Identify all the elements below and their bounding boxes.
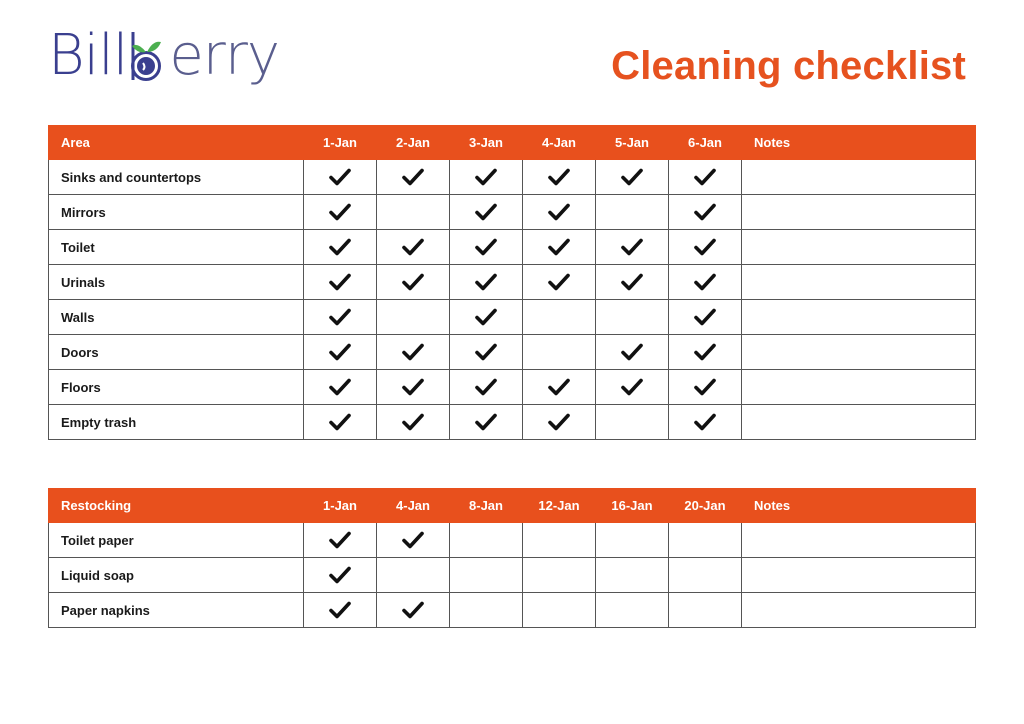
checkmark-icon — [475, 168, 497, 183]
check-cell[interactable] — [450, 523, 523, 558]
check-cell[interactable] — [669, 370, 742, 405]
checkmark-icon — [329, 168, 351, 183]
check-cell[interactable] — [450, 335, 523, 370]
cleaning-body — [49, 160, 976, 440]
restocking-header-0: Restocking — [49, 489, 304, 523]
table-row — [49, 300, 976, 335]
check-cell[interactable] — [377, 405, 450, 440]
checkmark-icon — [548, 273, 570, 288]
checkmark-icon — [402, 413, 424, 428]
checkmark-icon — [694, 273, 716, 288]
checkmark-icon — [621, 238, 643, 253]
check-cell[interactable] — [596, 405, 669, 440]
logo-berry-b-icon — [128, 26, 168, 84]
notes-cell[interactable] — [742, 160, 976, 195]
table-row — [49, 195, 976, 230]
checkmark-icon — [329, 378, 351, 393]
checkmark-icon — [694, 203, 716, 218]
check-cell[interactable] — [669, 300, 742, 335]
notes-cell[interactable] — [742, 558, 976, 593]
check-cell[interactable] — [669, 160, 742, 195]
restocking-header-6: 20-Jan — [669, 489, 742, 523]
check-cell[interactable] — [596, 523, 669, 558]
cleaning-table — [48, 125, 976, 440]
checkmark-icon — [329, 601, 351, 616]
checkmark-icon — [475, 343, 497, 358]
cleaning-header-2: 2-Jan — [377, 126, 450, 160]
check-cell[interactable] — [669, 523, 742, 558]
table-row — [49, 265, 976, 300]
check-cell[interactable] — [450, 160, 523, 195]
check-cell[interactable] — [523, 593, 596, 628]
check-cell[interactable] — [377, 195, 450, 230]
restocking-header-3: 8-Jan — [450, 489, 523, 523]
notes-cell[interactable] — [742, 230, 976, 265]
check-cell[interactable] — [596, 335, 669, 370]
checkmark-icon — [329, 566, 351, 581]
table-row — [49, 558, 976, 593]
check-cell[interactable] — [523, 160, 596, 195]
notes-cell[interactable] — [742, 593, 976, 628]
check-cell[interactable] — [669, 230, 742, 265]
row-label: Urinals — [49, 265, 304, 300]
checkmark-icon — [329, 203, 351, 218]
table-row — [49, 160, 976, 195]
check-cell[interactable] — [669, 593, 742, 628]
notes-cell[interactable] — [742, 335, 976, 370]
check-cell[interactable] — [304, 160, 377, 195]
row-label: Mirrors — [49, 195, 304, 230]
check-cell[interactable] — [596, 593, 669, 628]
check-cell[interactable] — [304, 405, 377, 440]
check-cell[interactable] — [377, 230, 450, 265]
checkmark-icon — [402, 238, 424, 253]
checkmark-icon — [475, 378, 497, 393]
cleaning-header-row — [49, 126, 976, 160]
checkmark-icon — [402, 168, 424, 183]
check-cell[interactable] — [304, 230, 377, 265]
table-row — [49, 370, 976, 405]
checkmark-icon — [548, 168, 570, 183]
logo-text-start: Bill — [48, 23, 128, 88]
check-cell[interactable] — [669, 335, 742, 370]
check-cell[interactable] — [596, 558, 669, 593]
restocking-header-7: Notes — [742, 489, 976, 523]
check-cell[interactable] — [450, 230, 523, 265]
check-cell[interactable] — [523, 370, 596, 405]
checkmark-icon — [329, 413, 351, 428]
check-cell[interactable] — [377, 265, 450, 300]
check-cell[interactable] — [304, 370, 377, 405]
cleaning-header-3: 3-Jan — [450, 126, 523, 160]
cleaning-header-5: 5-Jan — [596, 126, 669, 160]
check-cell[interactable] — [377, 523, 450, 558]
check-cell[interactable] — [523, 558, 596, 593]
check-cell[interactable] — [669, 195, 742, 230]
checkmark-icon — [475, 308, 497, 323]
row-label: Doors — [49, 335, 304, 370]
check-cell[interactable] — [377, 300, 450, 335]
check-cell[interactable] — [596, 370, 669, 405]
check-cell[interactable] — [304, 265, 377, 300]
check-cell[interactable] — [596, 300, 669, 335]
checkmark-icon — [329, 238, 351, 253]
check-cell[interactable] — [523, 195, 596, 230]
checkmark-icon — [548, 378, 570, 393]
checkmark-icon — [621, 273, 643, 288]
check-cell[interactable] — [669, 558, 742, 593]
notes-cell[interactable] — [742, 370, 976, 405]
check-cell[interactable] — [523, 265, 596, 300]
check-cell[interactable] — [304, 558, 377, 593]
table-row — [49, 405, 976, 440]
restocking-header-2: 4-Jan — [377, 489, 450, 523]
notes-cell[interactable] — [742, 300, 976, 335]
check-cell[interactable] — [596, 230, 669, 265]
check-cell[interactable] — [596, 195, 669, 230]
checkmark-icon — [621, 343, 643, 358]
page-title: Cleaning checklist — [611, 44, 966, 88]
check-cell[interactable] — [523, 335, 596, 370]
row-label: Walls — [49, 300, 304, 335]
cleaning-header-1: 1-Jan — [304, 126, 377, 160]
checkmark-icon — [694, 308, 716, 323]
checkmark-icon — [621, 168, 643, 183]
check-cell[interactable] — [669, 405, 742, 440]
restocking-table — [48, 488, 976, 628]
check-cell[interactable] — [450, 300, 523, 335]
check-cell[interactable] — [304, 335, 377, 370]
check-cell[interactable] — [377, 593, 450, 628]
checkmark-icon — [548, 203, 570, 218]
notes-cell[interactable] — [742, 195, 976, 230]
row-label: Sinks and countertops — [49, 160, 304, 195]
checkmark-icon — [548, 238, 570, 253]
cleaning-header-0: Area — [49, 126, 304, 160]
check-cell[interactable] — [304, 593, 377, 628]
billberry-logo — [48, 23, 279, 88]
notes-cell[interactable] — [742, 405, 976, 440]
cleaning-header-6: 6-Jan — [669, 126, 742, 160]
table-row — [49, 230, 976, 265]
check-cell[interactable] — [450, 558, 523, 593]
check-cell[interactable] — [450, 195, 523, 230]
check-cell[interactable] — [377, 558, 450, 593]
checkmark-icon — [329, 273, 351, 288]
check-cell[interactable] — [669, 265, 742, 300]
checkmark-icon — [475, 203, 497, 218]
row-label: Paper napkins — [49, 593, 304, 628]
checkmark-icon — [402, 378, 424, 393]
logo-text-end: erry — [169, 23, 279, 88]
check-cell[interactable] — [377, 335, 450, 370]
checkmark-icon — [329, 531, 351, 546]
check-cell[interactable] — [523, 523, 596, 558]
row-label: Toilet — [49, 230, 304, 265]
checkmark-icon — [475, 273, 497, 288]
check-cell[interactable] — [450, 370, 523, 405]
cleaning-header-4: 4-Jan — [523, 126, 596, 160]
check-cell[interactable] — [377, 160, 450, 195]
cleaning-header-7: Notes — [742, 126, 976, 160]
checkmark-icon — [329, 343, 351, 358]
checkmark-icon — [694, 343, 716, 358]
check-cell[interactable] — [304, 300, 377, 335]
check-cell[interactable] — [450, 265, 523, 300]
checkmark-icon — [694, 378, 716, 393]
restocking-header-row — [49, 489, 976, 523]
restocking-header-4: 12-Jan — [523, 489, 596, 523]
checkmark-icon — [694, 168, 716, 183]
restocking-body — [49, 523, 976, 628]
check-cell[interactable] — [304, 195, 377, 230]
checkmark-icon — [402, 273, 424, 288]
check-cell[interactable] — [523, 405, 596, 440]
check-cell[interactable] — [596, 160, 669, 195]
row-label: Toilet paper — [49, 523, 304, 558]
notes-cell[interactable] — [742, 265, 976, 300]
restocking-header-1: 1-Jan — [304, 489, 377, 523]
check-cell[interactable] — [596, 265, 669, 300]
restocking-header-5: 16-Jan — [596, 489, 669, 523]
checkmark-icon — [402, 531, 424, 546]
checkmark-icon — [402, 601, 424, 616]
check-cell[interactable] — [523, 300, 596, 335]
check-cell[interactable] — [523, 230, 596, 265]
table-row — [49, 523, 976, 558]
check-cell[interactable] — [304, 523, 377, 558]
checkmark-icon — [621, 378, 643, 393]
checkmark-icon — [475, 413, 497, 428]
table-row — [49, 593, 976, 628]
table-row — [49, 335, 976, 370]
row-label: Liquid soap — [49, 558, 304, 593]
notes-cell[interactable] — [742, 523, 976, 558]
check-cell[interactable] — [450, 405, 523, 440]
checkmark-icon — [694, 413, 716, 428]
checkmark-icon — [402, 343, 424, 358]
checkmark-icon — [694, 238, 716, 253]
checkmark-icon — [548, 413, 570, 428]
checkmark-icon — [329, 308, 351, 323]
check-cell[interactable] — [450, 593, 523, 628]
row-label: Floors — [49, 370, 304, 405]
checkmark-icon — [475, 238, 497, 253]
row-label: Empty trash — [49, 405, 304, 440]
check-cell[interactable] — [377, 370, 450, 405]
